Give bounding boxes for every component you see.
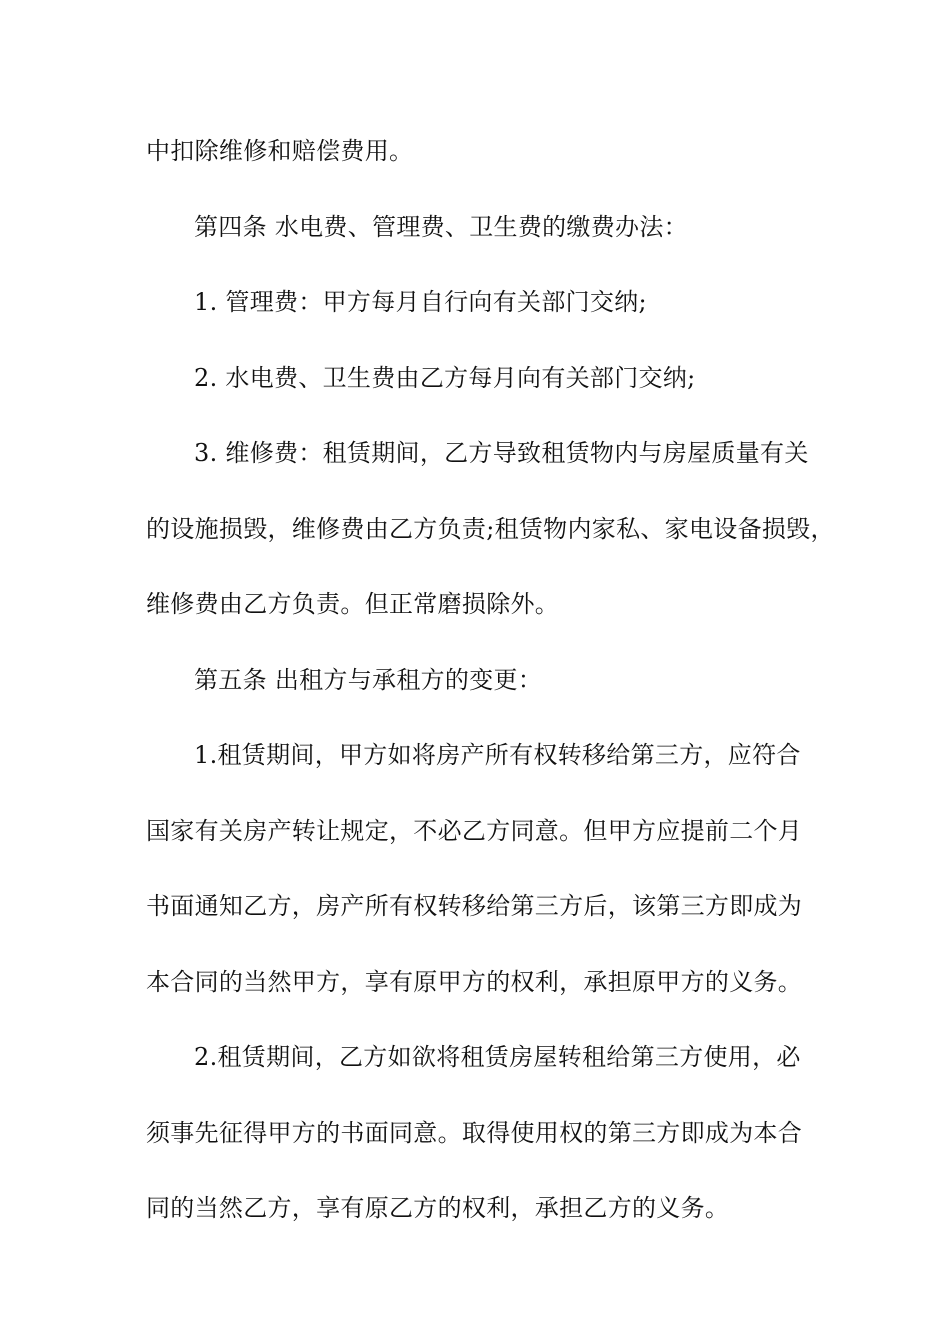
text-line: 3. 维修费：租赁期间，乙方导致租赁物内与房屋质量有关	[194, 439, 809, 467]
text-line: 1. 管理费：甲方每月自行向有关部门交纳;	[194, 288, 647, 316]
text-line: 维修费由乙方负责。但正常磨损除外。	[146, 590, 560, 618]
text-line: 书面通知乙方，房产所有权转移给第三方后，该第三方即成为	[146, 892, 803, 920]
text-line: 中扣除维修和赔偿费用。	[146, 137, 414, 165]
contract-text	[146, 128, 835, 1261]
text-line: 国家有关房产转让规定，不必乙方同意。但甲方应提前二个月	[146, 816, 803, 845]
text-line: 本合同的当然甲方，享有原甲方的权利，承担原甲方的义务。	[146, 967, 803, 996]
text-line: 2. 水电费、卫生费由乙方每月向有关部门交纳;	[194, 363, 696, 392]
article-heading: 第四条 水电费、管理费、卫生费的缴费办法：	[194, 212, 688, 241]
text-line: 1.租赁期间，甲方如将房产所有权转移给第三方，应符合	[194, 741, 801, 769]
text-line: 2.租赁期间，乙方如欲将租赁房屋转租给第三方使用，必	[194, 1043, 801, 1071]
text-line: 须事先征得甲方的书面同意。取得使用权的第三方即成为本合	[146, 1118, 803, 1147]
text-line: 同的当然乙方，享有原乙方的权利，承担乙方的义务。	[146, 1194, 730, 1222]
text-line: 的设施损毁，维修费由乙方负责;租赁物内家私、家电设备损毁，	[146, 514, 835, 543]
article-heading: 第五条 出租方与承租方的变更：	[194, 665, 543, 694]
